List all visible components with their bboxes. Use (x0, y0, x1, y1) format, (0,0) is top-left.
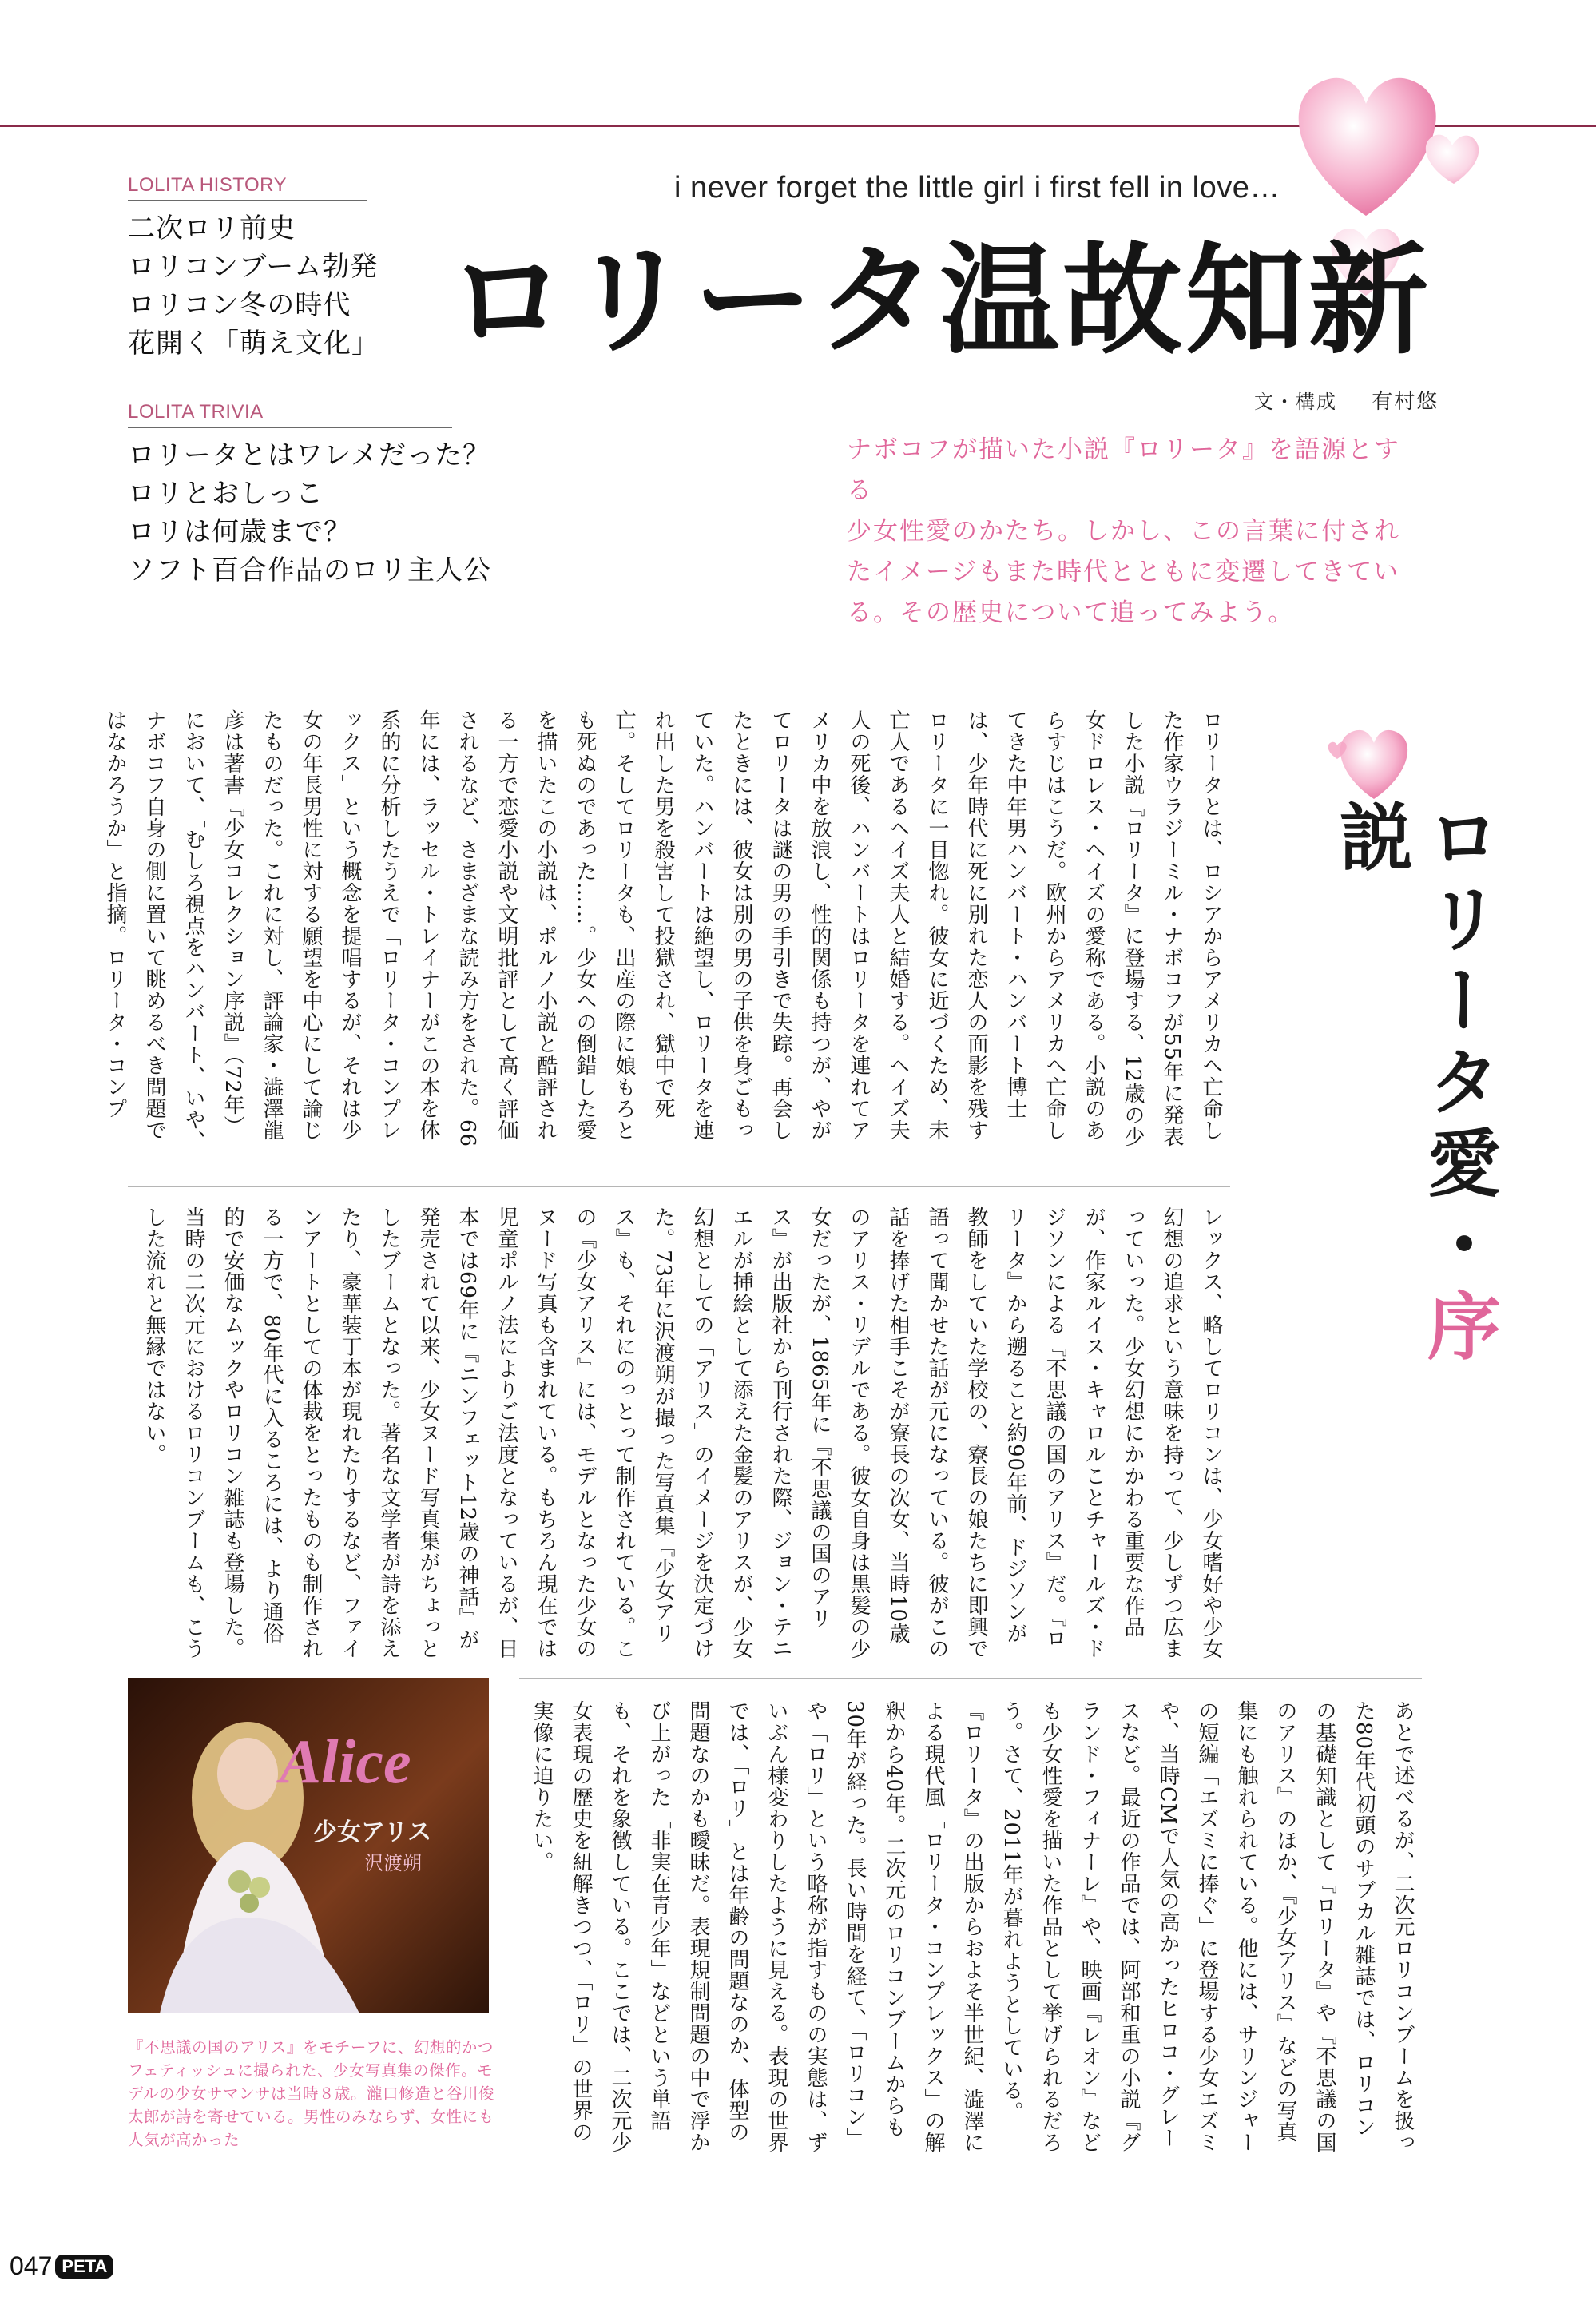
cover-title: Alice (280, 1727, 411, 1796)
credit (1254, 385, 1439, 415)
history-list (128, 209, 379, 363)
trivia-label: LOLITA TRIVIA (128, 401, 264, 423)
history-label: LOLITA HISTORY (128, 174, 288, 196)
trivia-item[interactable]: ロリは何歳まで？ (128, 516, 351, 548)
section-title-end: 説 (1328, 799, 1413, 880)
history-item[interactable]: 花開く「萌え文化」 (128, 328, 379, 360)
brand-logo: PETA (55, 2255, 113, 2279)
english-subtitle: i never forget the little girl i first fell in love… (674, 171, 1280, 205)
section-title (1326, 799, 1502, 1438)
divider (519, 1678, 1422, 1679)
body-block-1: ロリータとは、ロシアからアメリカへ亡命した作家ウラジーミル・ナボコフが55年に発表した小説『ロリータ』に登場する、12歳の少女ドロレス・ヘイズの愛称である。小説のあらすじはこうだ。欧州からアメリカへ亡命してきた中年男ハンバート・ハンバート博士は、少年時代に死に別れた恋人の面影を残すロリータに一目惚れ。彼女に近づくため、未亡人であるヘイズ夫人と結婚する。ヘイズ夫人の死後、ハンバートはロリータを連れてアメリカ中を放浪し、性的関係も持つが、やがてロリータは謎の男の手引きで失踪。再会したときには、彼女は別の男の子供を身ごもっていた。ハンバートは絶望し、ロリータを連れ出した男を殺害して投獄され、獄中で死亡。そしてロリータも、出産の際に娘もろとも死ぬのであった……。少女への倒錯した愛を描いたこの小説は、ポルノ小説と酷評される一方で恋愛小説や文明批評として高く評価されるなど、さまざまな読み方をされた。66年には、ラッセル・トレイナーがこの本を体系的に分析したうえで「ロリータ・コンプレックス」という概念を提唱するが、それは少女の年長男性に対する願望を中心にして論じたものだった。これに対し、評論家・澁澤龍彦は著書『少女コレクション序説』（72年）において、「むしろ視点をハンバート、いや、ナボコフ自身の側に置いて眺めるべき問題ではなかろうか」と指摘。ロリータ・コンプ (103, 709, 1223, 1152)
trivia-item[interactable]: ロリータとはワレメだった？ (128, 439, 490, 471)
page-number: 047 (10, 2251, 53, 2280)
page-title: ロリータ温故知新 (447, 232, 1432, 371)
section-title-accent: 序 (1415, 1288, 1501, 1369)
trivia-rule (128, 427, 452, 428)
cover-photographer: 沢渡朔 (364, 1852, 422, 1874)
body-block-3: あとで述べるが、二次元ロリコンブームを扱った80年代初頭のサブカル雑誌では、ロリコンの基礎知識として『ロリータ』や『不思議の国のアリス』のほか、『少女アリス』などの写真集にも触れられている。他には、サリンジャーの短編「エズミに捧ぐ」に登場する少女エズミや、当時CMで人気の高かったヒロコ・グレースなど。最近の作品では、阿部和重の小説『グランド・フィナーレ』や、映画『レオン』なども少女性愛を描いた作品として挙げられるだろう。さて、2011年が暮れようとしている。『ロリータ』の出版からおよそ半世紀、澁澤による現代風「ロリータ・コンプレックス」の解釈から40年。二次元のロリコンブームからも30年が経った。長い時間を経て、「ロリコン」や「ロリ」という略称が指すものの実態は、ずいぶん様変わりしたように見える。表現の世界では、「ロリ」とは年齢の問題なのか、体型の問題なのかも曖昧だ。表現規制問題の中で浮かび上がった「非実在青少年」などという単語も、それを象徴している。ここでは、二次元少女表現の歴史を紐解きつつ、「ロリ」の世界の実像に迫りたい。 (530, 1700, 1415, 2153)
section-title-main: ロリータ愛・ (1415, 799, 1501, 1288)
divider (128, 1186, 1230, 1187)
history-item[interactable]: 二次ロリ前史 (128, 213, 296, 244)
credit-name: 有村悠 (1372, 390, 1439, 414)
photo-caption: 『不思議の国のアリス』をモチーフに、幻想的かつフェティッシュに撮られた、少女写真集の傑作。モデルの少女サマンサは当時８歳。瀧口修造と谷川俊太郎が詩を寄せている。男性のみならず、女性にも人気が高かった (128, 2038, 495, 2149)
credit-label: 文・構成 (1254, 391, 1337, 413)
history-item[interactable]: ロリコンブーム勃発 (128, 251, 379, 283)
body-block-2: レックス、略してロリコンは、少女嗜好や少女幻想の追求という意味を持って、少しずつ広まっていった。少女幻想にかかわる重要な作品が、作家ルイス・キャロルことチャールズ・ドジソンによる『不思議の国のアリス』だ。『ロリータ』から遡ること約90年前、ドジソンが教師をしていた学校の、寮長の娘たちに即興で語って聞かせた話が元になっている。彼がこの話を捧げた相手こそが寮長の次女、当時10歳のアリス・リデルである。彼女自身は黒髪の少女だったが、1865年に『不思議の国のアリス』が出版社から刊行された際、ジョン・テニエルが挿絵として添えた金髪のアリスが、少女幻想としての「アリス」のイメージを決定づけた。73年に沢渡朔が撮った写真集『少女アリス』も、それにのっとって制作されている。この『少女アリス』には、モデルとなった少女のヌード写真も含まれている。もちろん現在では児童ポルノ法によりご法度となっているが、日本では69年に『ニンフェット12歳の神話』が発売されて以来、少女ヌード写真集がちょっとしたブームとなった。著名な文学者が詩を添えたり、豪華装丁本が現れたりするなど、ファインアートとしての体裁をとったものも制作される一方で、80年代に入るころには、より通俗的で安価なムックやロリコン雑誌も登場した。当時の二次元におけるロリコンブームも、こうした流れと無縁ではない。 (142, 1206, 1223, 1659)
history-rule (128, 200, 367, 201)
cover-subtitle: 少女アリス (313, 1818, 432, 1846)
trivia-item[interactable]: ソフト百合作品のロリ主人公 (128, 554, 491, 586)
book-cover-photo (128, 1678, 489, 2013)
page-folio (10, 2251, 113, 2281)
trivia-item[interactable]: ロリとおしっこ (128, 478, 324, 510)
lede: ナボコフが描いた小説『ロリータ』を語源とする 少女性愛のかたち。しかし、この言葉に付され たイメージもまた時代とともに変遷してきてい る。その歴史について追ってみよう。 (847, 435, 1400, 627)
history-item[interactable]: ロリコン冬の時代 (128, 289, 351, 321)
trivia-list (128, 436, 491, 590)
